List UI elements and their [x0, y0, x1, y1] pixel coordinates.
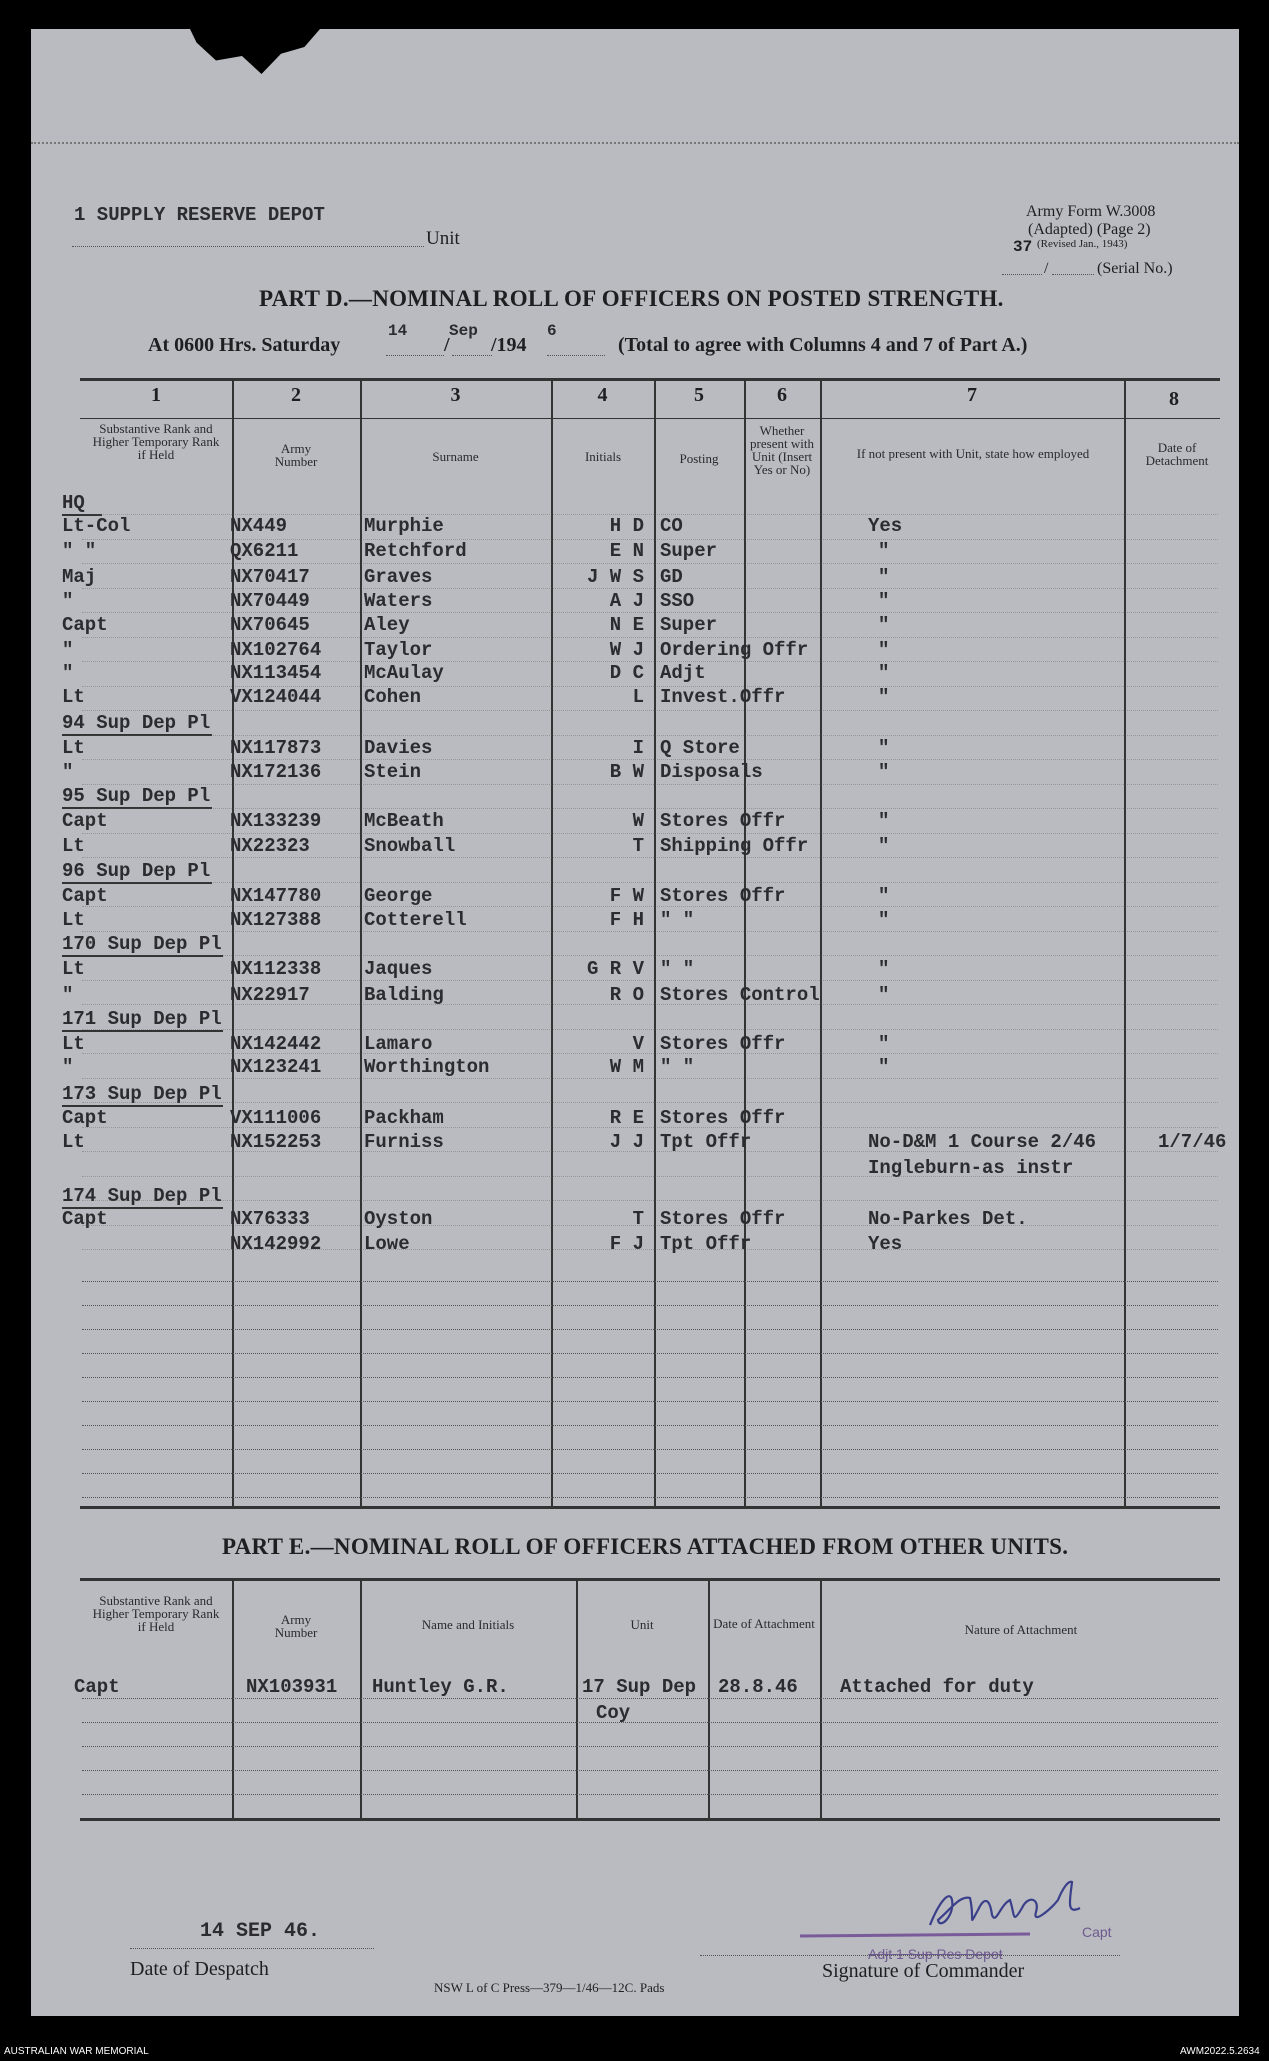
blank-ruled-line: [82, 1794, 1218, 1795]
blank-ruled-line: [82, 1497, 1218, 1498]
col-num-4: 4: [597, 384, 608, 406]
part-d-cell-col7: ": [878, 909, 890, 931]
part-d-cell-col7: Yes: [868, 1233, 903, 1255]
part-d-cell-posting: Stores Offr: [660, 1033, 786, 1055]
row-ruled-line: [82, 882, 1218, 883]
row-ruled-line: [82, 1053, 1218, 1054]
col-header-rank: Substantive Rank and Higher Temporary Rank if Held: [92, 421, 220, 462]
row-ruled-line: [82, 1078, 1218, 1079]
despatch-dots: [130, 1948, 374, 1949]
row-ruled-line: [82, 735, 1218, 736]
year-prefix: /194: [491, 334, 527, 356]
blank-ruled-line: [82, 1449, 1218, 1450]
credit-left: AUSTRALIAN WAR MEMORIAL: [4, 2046, 149, 2057]
part-d-cell-surname: Graves: [364, 566, 433, 588]
part-d-cell-col7: ": [878, 885, 890, 907]
part-d-cell-surname: Davies: [364, 737, 433, 759]
part-d-cell-posting: " ": [660, 1056, 695, 1078]
printer-line: NSW L of C Press—379—1/46—12C. Pads: [434, 1980, 665, 1995]
part-e-cell-name: Huntley G.R.: [372, 1676, 509, 1698]
part-d-cell-initials: W M: [609, 1056, 644, 1078]
day-value: 14: [388, 322, 408, 340]
part-d-cell-number: NX147780: [230, 885, 322, 907]
part-d-cell-surname: Taylor: [364, 639, 433, 661]
part-d-cell-rank: Lt: [62, 1033, 85, 1055]
blank-ruled-line: [82, 1425, 1218, 1426]
part-d-cell-col7: ": [878, 1056, 890, 1078]
part-d-cell-rank: Maj: [62, 566, 97, 588]
part-d-cell-rank: " ": [62, 540, 97, 562]
total-note: (Total to agree with Columns 4 and 7 of Part A.): [618, 334, 1028, 356]
part-d-cell-rank: Capt: [62, 810, 108, 832]
signature-dots: [700, 1955, 1120, 1956]
row-ruled-line: [82, 955, 1218, 956]
part-d-cell-rank: Capt: [62, 885, 108, 907]
part-e-cell-nature: Attached for duty: [840, 1676, 1034, 1698]
part-d-cell-col7: ": [878, 810, 890, 832]
part-d-cell-surname: Cotterell: [364, 909, 467, 931]
part-d-cell-surname: Lamaro: [364, 1033, 433, 1055]
month-value: Sep: [449, 322, 478, 340]
form-number: Army Form W.3008: [1026, 203, 1156, 220]
row-ruled-line: [82, 980, 1218, 981]
blank-ruled-line: [82, 1770, 1218, 1771]
part-d-cell-surname: Oyston: [364, 1208, 433, 1230]
part-d-cell-posting: Stores Offr: [660, 810, 786, 832]
part-d-cell-number: NX133239: [230, 810, 322, 832]
part-e-title: PART E.—NOMINAL ROLL OF OFFICERS ATTACHED FROM OTHER UNITS.: [222, 1534, 1069, 1559]
part-d-cell-initials: F W: [609, 885, 644, 907]
part-d-cell-rank: ": [62, 761, 74, 783]
row-ruled-line: [82, 906, 1218, 907]
row-ruled-line: [82, 612, 1218, 613]
row-ruled-line: [82, 833, 1218, 834]
part-d-cell-rank: Lt: [62, 737, 85, 759]
part-d-cell-posting: " ": [660, 958, 695, 980]
form-adapted: (Adapted) (Page 2): [1028, 221, 1151, 238]
part-d-cell-posting: Stores Control: [660, 984, 820, 1006]
part-d-cell-number: NX127388: [230, 909, 322, 931]
part-d-title: PART D.—NOMINAL ROLL OF OFFICERS ON POSTED STRENGTH.: [259, 286, 1004, 311]
col-header-posting: Posting: [679, 451, 719, 466]
part-d-cell-col7: ": [878, 639, 890, 661]
part-d-cell-surname: Lowe: [364, 1233, 410, 1255]
part-d-cell-initials: J W S: [586, 566, 644, 588]
stamp-title: Adjt 1 Sup Res Depot: [868, 1946, 1003, 1962]
part-e-top-rule: [80, 1578, 1220, 1581]
part-d-cell-number: NX70417: [230, 566, 310, 588]
col-header-detachment: Date of Detachment: [1145, 440, 1209, 468]
year-digit: 6: [547, 322, 557, 340]
col-header-present: Whether present with Unit (Insert Yes or No): [750, 423, 814, 477]
blank-ruled-line: [82, 1305, 1218, 1306]
row-ruled-line: [82, 1200, 1218, 1201]
part-d-cell-number: NX113454: [230, 662, 322, 684]
part-d-cell-initials: A J: [609, 590, 644, 612]
part-d-cell-rank: Capt: [62, 1208, 108, 1230]
e-header-date: Date of Attachment: [713, 1616, 815, 1631]
part-d-cell-number: NX102764: [230, 639, 322, 661]
part-d-cell-number: NX70645: [230, 614, 310, 636]
row-ruled-line: [82, 931, 1218, 932]
part-d-cell-number: QX6211: [230, 540, 299, 562]
part-d-cell-posting: " ": [660, 909, 695, 931]
part-d-cell-initials: R E: [609, 1107, 644, 1129]
part-d-cell-surname: Worthington: [364, 1056, 490, 1078]
col-header-employment: If not present with Unit, state how employed: [856, 446, 1090, 461]
part-d-cell-posting: GD: [660, 566, 683, 588]
part-d-cell-rank: Lt-Col: [62, 515, 131, 537]
part-d-cell-col7: ": [878, 540, 890, 562]
part-d-cell-surname: McBeath: [364, 810, 444, 832]
part-d-cell-number: NX22323: [230, 835, 310, 857]
unit-label: Unit: [426, 228, 460, 249]
part-d-cell-number: NX112338: [230, 958, 322, 980]
part-d-cell-posting: Invest.Offr: [660, 686, 786, 708]
part-d-cell-initials: G R V: [586, 958, 644, 980]
part-d-cell-surname: Jaques: [364, 958, 433, 980]
part-d-cell-number: NX152253: [230, 1131, 322, 1153]
row-ruled-line: [82, 710, 1218, 711]
part-d-cell-posting: Super: [660, 540, 718, 562]
row-ruled-line: [82, 563, 1218, 564]
perforation-line: [31, 142, 1239, 144]
part-d-cell-rank: Lt: [62, 686, 85, 708]
blank-ruled-line: [82, 1722, 1218, 1723]
part-d-cell-surname: Murphie: [364, 515, 444, 537]
part-d-cell-posting: Stores Offr: [660, 1208, 786, 1230]
part-d-cell-surname: Furniss: [364, 1131, 444, 1153]
part-d-cell-rank: Lt: [62, 958, 85, 980]
part-d-cell-initials: H D: [609, 515, 644, 537]
row-ruled-line: [82, 539, 1218, 540]
serial-handwritten: 37: [1013, 238, 1033, 256]
part-d-cell-col7: Yes: [868, 515, 903, 537]
part-d-cell-initials: D C: [609, 662, 644, 684]
part-d-cell-surname: Snowball: [364, 835, 456, 857]
part-d-cell-rank: 170 Sup Dep Pl: [62, 933, 222, 955]
part-d-cell-col7: ": [878, 686, 890, 708]
row-ruled-line: [82, 1004, 1218, 1005]
part-e-cell-unit: Coy: [596, 1702, 631, 1724]
row-ruled-line: [82, 1029, 1218, 1030]
col-num-3: 3: [450, 384, 461, 406]
e-header-army-number: Army Number: [274, 1612, 318, 1640]
e-header-unit: Unit: [630, 1617, 654, 1632]
part-d-cell-initials: W: [632, 810, 644, 832]
part-d-cell-rank: 95 Sup Dep Pl: [62, 785, 211, 807]
part-d-cell-posting: Shipping Offr: [660, 835, 809, 857]
part-d-cell-posting: SSO: [660, 590, 695, 612]
part-d-cell-col7: ": [878, 1033, 890, 1055]
part-d-cell-surname: Aley: [364, 614, 410, 636]
part-d-cell-rank: ": [62, 590, 74, 612]
serial-label: (Serial No.): [1097, 260, 1173, 277]
part-d-cell-rank: ": [62, 639, 74, 661]
row-ruled-line: [82, 637, 1218, 638]
part-d-cell-posting: Tpt Offr: [660, 1131, 752, 1153]
part-d-cell-col7: ": [878, 614, 890, 636]
part-d-cell-col7: Ingleburn-as instr: [868, 1157, 1074, 1179]
part-d-cell-number: VX111006: [230, 1107, 322, 1129]
month-dots: [452, 355, 492, 356]
blank-ruled-line: [82, 1473, 1218, 1474]
serial-dots-2: [1052, 274, 1094, 275]
row-ruled-line: [82, 1249, 1218, 1250]
part-d-cell-col8: 1/7/46: [1158, 1131, 1227, 1153]
part-d-cell-number: NX22917: [230, 984, 310, 1006]
row-ruled-line: [82, 1225, 1218, 1226]
col-num-8: 8: [1169, 388, 1179, 410]
part-e-cell-rank: Capt: [74, 1676, 120, 1698]
part-e-cell-date: 28.8.46: [718, 1676, 798, 1698]
part-d-cell-col7: ": [878, 662, 890, 684]
part-d-cell-initials: N E: [609, 614, 644, 636]
row-ruled-line: [82, 784, 1218, 785]
part-e-cell-number: NX103931: [246, 1676, 338, 1698]
part-d-cell-number: NX142442: [230, 1033, 322, 1055]
form-revised: (Revised Jan., 1943): [1037, 238, 1128, 250]
credit-right: AWM2022.5.2634: [1180, 2046, 1260, 2057]
col-header-army-number: Army Number: [274, 441, 318, 469]
blank-ruled-line: [82, 1698, 1218, 1699]
part-d-cell-rank: HQ: [62, 492, 85, 514]
stamp-rank: Capt: [1082, 1924, 1112, 1940]
group-underline: [62, 1030, 223, 1032]
row-ruled-line: [82, 1127, 1218, 1128]
blank-ruled-line: [82, 1401, 1218, 1402]
part-d-bottom-rule: [80, 1506, 1220, 1509]
part-d-cell-initials: J J: [609, 1131, 644, 1153]
part-d-cell-surname: George: [364, 885, 433, 907]
part-d-cell-col7: ": [878, 566, 890, 588]
part-d-cell-surname: McAulay: [364, 662, 444, 684]
part-d-cell-initials: T: [632, 835, 644, 857]
part-d-cell-initials: R O: [609, 984, 644, 1006]
row-ruled-line: [82, 686, 1218, 687]
part-d-cell-posting: Disposals: [660, 761, 763, 783]
part-d-cell-rank: 174 Sup Dep Pl: [62, 1185, 222, 1207]
part-d-cell-surname: Retchford: [364, 540, 467, 562]
part-d-cell-initials: L: [632, 686, 644, 708]
row-ruled-line: [82, 759, 1218, 760]
part-d-cell-rank: Lt: [62, 835, 85, 857]
part-d-cell-initials: F H: [609, 909, 644, 931]
part-d-cell-rank: Lt: [62, 1131, 85, 1153]
part-d-cell-surname: Packham: [364, 1107, 444, 1129]
despatch-label: Date of Despatch: [130, 1958, 269, 1980]
part-d-cell-number: VX124044: [230, 686, 322, 708]
year-dots: [547, 355, 605, 356]
part-d-cell-rank: 173 Sup Dep Pl: [62, 1083, 222, 1105]
part-d-cell-initials: I: [632, 737, 644, 759]
part-d-cell-number: NX172136: [230, 761, 322, 783]
part-d-top-rule: [80, 378, 1220, 381]
part-d-cell-posting: Stores Offr: [660, 885, 786, 907]
part-d-cell-rank: ": [62, 984, 74, 1006]
row-ruled-line: [82, 514, 1218, 515]
part-d-cell-surname: Stein: [364, 761, 422, 783]
part-d-cell-initials: E N: [609, 540, 644, 562]
part-d-cell-col7: ": [878, 761, 890, 783]
row-ruled-line: [82, 1102, 1218, 1103]
part-d-cell-initials: F J: [609, 1233, 644, 1255]
part-d-cell-rank: 94 Sup Dep Pl: [62, 712, 211, 734]
part-d-cell-posting: Stores Offr: [660, 1107, 786, 1129]
e-header-nature: Nature of Attachment: [964, 1622, 1078, 1637]
part-d-cell-col7: ": [878, 984, 890, 1006]
part-d-cell-col7: ": [878, 835, 890, 857]
part-e-bottom-rule: [80, 1818, 1220, 1821]
row-ruled-line: [82, 661, 1218, 662]
part-d-cell-number: NX449: [230, 515, 288, 537]
part-d-cell-posting: CO: [660, 515, 683, 537]
unit-dotted-line: [72, 246, 424, 247]
row-ruled-line: [82, 808, 1218, 809]
part-d-cell-number: NX142992: [230, 1233, 322, 1255]
part-d-cell-posting: Adjt: [660, 662, 706, 684]
serial-dots-1: [1002, 274, 1042, 275]
despatch-date: 14 SEP 46.: [200, 1920, 321, 1943]
part-d-cell-initials: T: [632, 1208, 644, 1230]
col-num-1: 1: [151, 384, 161, 406]
part-d-cell-initials: V: [632, 1033, 644, 1055]
part-d-cell-rank: 96 Sup Dep Pl: [62, 860, 211, 882]
day-dots: [386, 355, 444, 356]
part-d-cell-col7: No-D&M 1 Course 2/46: [868, 1131, 1097, 1153]
row-ruled-line: [82, 1151, 1218, 1152]
commander-signature: [800, 1870, 1130, 1950]
blank-ruled-line: [82, 1281, 1218, 1282]
row-ruled-line: [82, 1176, 1218, 1177]
blank-ruled-line: [82, 1329, 1218, 1330]
row-ruled-line: [82, 857, 1218, 858]
part-d-cell-rank: Capt: [62, 1107, 108, 1129]
col-num-6: 6: [777, 384, 787, 406]
part-d-cell-col7: ": [878, 737, 890, 759]
col-header-initials: Initials: [584, 449, 622, 464]
part-d-cell-initials: B W: [609, 761, 644, 783]
part-e-cell-unit: 17 Sup Dep: [582, 1676, 697, 1698]
col-num-7: 7: [967, 384, 977, 406]
part-d-cell-number: NX123241: [230, 1056, 322, 1078]
unit-value: 1 SUPPLY RESERVE DEPOT: [74, 204, 325, 226]
at-hours-label: At 0600 Hrs. Saturday: [148, 334, 341, 356]
e-header-name: Name and Initials: [421, 1617, 515, 1632]
part-d-cell-posting: Q Store: [660, 737, 740, 759]
part-d-cell-posting: Super: [660, 614, 718, 636]
part-d-cell-rank: Capt: [62, 614, 108, 636]
col-num-5: 5: [694, 384, 704, 406]
part-d-cell-posting: Tpt Offr: [660, 1233, 752, 1255]
part-d-cell-posting: Ordering Offr: [660, 639, 809, 661]
part-d-cell-col7: No-Parkes Det.: [868, 1208, 1028, 1230]
part-d-cell-surname: Balding: [364, 984, 444, 1006]
e-header-rank: Substantive Rank and Higher Temporary Rank if Held: [92, 1593, 220, 1634]
part-d-cell-number: NX76333: [230, 1208, 310, 1230]
part-d-cell-rank: Lt: [62, 909, 85, 931]
part-d-cell-surname: Cohen: [364, 686, 422, 708]
part-d-cell-initials: W J: [609, 639, 644, 661]
blank-ruled-line: [82, 1746, 1218, 1747]
part-d-cell-surname: Waters: [364, 590, 433, 612]
blank-ruled-line: [82, 1377, 1218, 1378]
col-header-surname: Surname: [432, 449, 479, 464]
part-d-cell-number: NX70449: [230, 590, 310, 612]
part-d-cell-rank: 171 Sup Dep Pl: [62, 1008, 222, 1030]
part-d-cell-col7: ": [878, 590, 890, 612]
part-d-cell-rank: ": [62, 1056, 74, 1078]
part-d-cell-number: NX117873: [230, 737, 322, 759]
archive-credit-strip: [0, 2044, 1269, 2061]
part-d-cell-col7: ": [878, 958, 890, 980]
signature-label: Signature of Commander: [822, 1960, 1025, 1982]
blank-ruled-line: [82, 1353, 1218, 1354]
col-num-2: 2: [291, 384, 301, 406]
part-d-cell-rank: ": [62, 662, 74, 684]
row-ruled-line: [82, 588, 1218, 589]
